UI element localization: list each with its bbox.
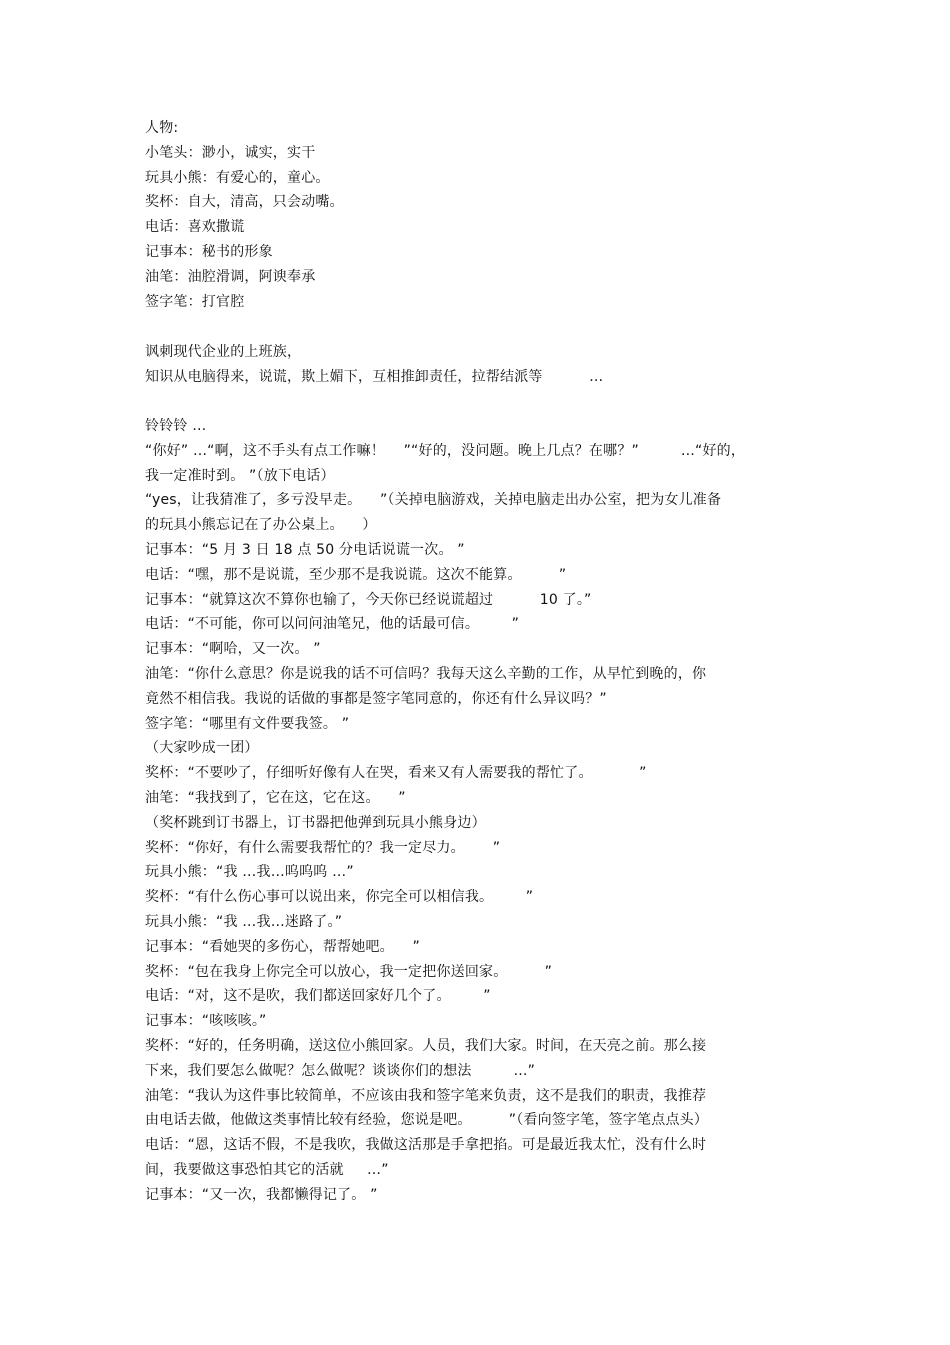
- script-line: 记事本：“又一次，我都懒得记了。 ”: [145, 1186, 378, 1203]
- script-line: 电话：“对，这不是吹，我们都送回家好几个了。 ”: [145, 988, 491, 1005]
- character-entry: 奖杯：自大，清高，只会动嘴。: [145, 194, 344, 211]
- script-line: 奖杯：“不要吵了，仔细听好像有人在哭，看来又有人需要我的帮忙了。 ”: [145, 765, 647, 782]
- script-line: 玩具小熊：“我 …我…呜呜呜 …”: [145, 864, 354, 881]
- stage-direction: （大家吵成一团）: [145, 740, 259, 757]
- script-line: 下来，我们要怎么做呢？怎么做呢？谈谈你们的想法 …”: [145, 1062, 536, 1079]
- script-line: 油笔：“你什么意思？你是说我的话不可信吗？我每天这么辛勤的工作，从早忙到晚的，你: [145, 665, 707, 682]
- character-entry: 油笔：油腔滑调，阿谀奉承: [145, 268, 316, 285]
- script-line: 玩具小熊：“我 …我…迷路了。”: [145, 913, 343, 930]
- script-line: 记事本：“咳咳咳。”: [145, 1013, 267, 1030]
- script-line: 记事本：“看她哭的多伤心，帮帮她吧。 ”: [145, 938, 420, 955]
- character-entry: 玩具小熊：有爱心的，童心。: [145, 169, 330, 186]
- script-line: 电话：“不可能，你可以问问油笔兄，他的话最可信。 ”: [145, 616, 520, 633]
- character-entry: 签字笔：打官腔: [145, 293, 245, 310]
- script-line: “你好” …“啊，这不手头有点工作嘛！ ”“好的，没问题。晚上几点？在哪？” …“好的，: [145, 442, 746, 459]
- script-line: 间，我要做这事恐怕其它的活就 …”: [145, 1161, 389, 1178]
- script-line: 我一定准时到。 ”（放下电话）: [145, 467, 335, 484]
- script-line: 油笔：“我找到了，它在这，它在这。 ”: [145, 789, 406, 806]
- character-entry: 电话：喜欢撒谎: [145, 219, 245, 236]
- script-line: 奖杯：“你好，有什么需要我帮忙的？我一定尽力。 ”: [145, 839, 501, 856]
- script-line: 竟然不相信我。我说的话做的事都是签字笔同意的，你还有什么异议吗？”: [145, 690, 607, 707]
- theme-paragraph: [145, 340, 825, 390]
- script-line: 电话：“嘿，那不是说谎，至少那不是我说谎。这次不能算。 ”: [145, 566, 567, 583]
- theme-line: 知识从电脑得来，说谎，欺上媚下，互相推卸责任，拉帮结派等 …: [145, 368, 604, 385]
- script-line: 记事本：“5 月 3 日 18 点 50 分电话说谎一次。 ”: [145, 541, 465, 558]
- theme-line: 讽刺现代企业的上班族，: [145, 344, 302, 360]
- script-line: “yes，让我猜准了，多亏没早走。 ”（关掉电脑游戏，关掉电脑走出办公室，把为女儿准备: [145, 492, 722, 509]
- script-line: 油笔：“我认为这件事比较简单，不应该由我和签字笔来负责，这不是我们的职责，我推荐: [145, 1087, 707, 1104]
- character-entry: 记事本：秘书的形象: [145, 243, 273, 260]
- character-entry: 小笔头：渺小，诚实，实干: [145, 144, 316, 161]
- script-line: 铃铃铃 …: [145, 418, 207, 434]
- script-line: 电话：“恩，这话不假，不是我吹，我做这活那是手拿把掐。可是最近我太忙，没有什么时: [145, 1137, 707, 1154]
- character-list: [145, 116, 825, 314]
- script-line: 由电话去做，他做这类事情比较有经验，您说是吧。 ”（看向签字笔，签字笔点点头）: [145, 1112, 709, 1129]
- script-line: 奖杯：“好的，任务明确，送这位小熊回家。人员，我们大家。时间，在天亮之前。那么接: [145, 1037, 707, 1054]
- script-line: 记事本：“啊哈，又一次。 ”: [145, 641, 321, 658]
- script-line: 记事本：“就算这次不算你也输了，今天你已经说谎超过 10 了。”: [145, 591, 592, 608]
- script-line: 奖杯：“有什么伤心事可以说出来，你完全可以相信我。 ”: [145, 889, 534, 906]
- character-list-heading: 人物:: [145, 120, 179, 136]
- script-line: 签字笔：“哪里有文件要我签。 ”: [145, 715, 350, 732]
- script-line: 的玩具小熊忘记在了办公桌上。 ）: [145, 517, 377, 534]
- script-line: 奖杯：“包在我身上你完全可以放心，我一定把你送回家。 ”: [145, 963, 553, 980]
- stage-direction: （奖杯跳到订书器上，订书器把他弹到玩具小熊身边）: [145, 814, 486, 831]
- script-dialogue: [145, 414, 825, 1208]
